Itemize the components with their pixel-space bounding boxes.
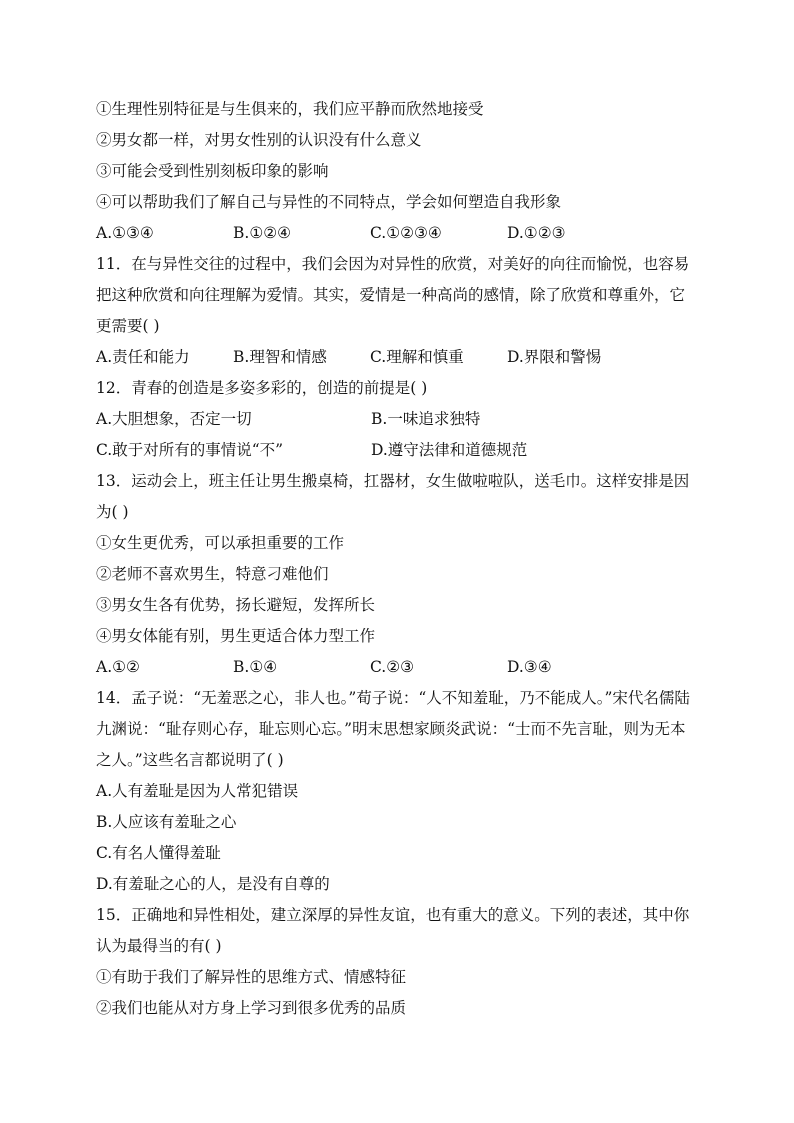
- option-b: B.一味追求独特: [371, 410, 481, 428]
- option-c: C.①②③④: [370, 224, 442, 242]
- q12-options-row-1: [96, 404, 700, 435]
- option-c: C.理解和慎重: [370, 348, 464, 366]
- q14-option-c: C.有名人懂得羞耻: [96, 844, 221, 862]
- option-b: B.①②④: [233, 224, 292, 242]
- q10-options: [96, 218, 700, 249]
- q14-option-b: B.人应该有羞耻之心: [96, 813, 237, 831]
- option-c: C.②③: [370, 658, 415, 676]
- q15-item-2: ②我们也能从对方身上学习到很多优秀的品质: [96, 999, 407, 1017]
- q13-item-2: ②老师不喜欢男生，特意刁难他们: [96, 565, 329, 583]
- statement-1: ①生理性别特征是与生俱来的，我们应平静而欣然地接受: [96, 100, 484, 118]
- q15-item-1: ①有助于我们了解异性的思维方式、情感特征: [96, 968, 407, 986]
- q13-item-1: ①女生更优秀，可以承担重要的工作: [96, 534, 345, 552]
- q11-stem: 11．在与异性交往的过程中，我们会因为对异性的欣赏，对美好的向往而愉悦，也容易把这种欣赏和向往理解为爱情。其实，爱情是一种高尚的感情，除了欣赏和尊重外，它更需要( ): [96, 255, 690, 335]
- option-b: B.理智和情感: [233, 348, 327, 366]
- option-a: A.大胆想象，否定一切: [96, 410, 252, 428]
- q12-options-row-2: [96, 435, 700, 466]
- q13-stem: 13．运动会上，班主任让男生搬桌椅，扛器材，女生做啦啦队，送毛巾。这样安排是因为( ): [96, 472, 690, 521]
- option-a: A.①②: [96, 658, 140, 676]
- q13-options: [96, 652, 700, 683]
- option-d: D.界限和警惕: [507, 348, 602, 366]
- statement-4: ④可以帮助我们了解自己与异性的不同特点，学会如何塑造自我形象: [96, 193, 562, 211]
- statement-3: ③可能会受到性别刻板印象的影响: [96, 162, 329, 180]
- option-d: D.①②③: [507, 224, 566, 242]
- q12-stem: 12．青春的创造是多姿多彩的，创造的前提是( ): [96, 379, 428, 397]
- option-a: A.责任和能力: [96, 348, 190, 366]
- option-c: C.敢于对所有的事情说“不”: [96, 441, 284, 459]
- q15-stem: 15．正确地和异性相处，建立深厚的异性友谊，也有重大的意义。下列的表述，其中你认为最得当的有( ): [96, 906, 690, 955]
- q13-item-4: ④男女体能有别，男生更适合体力型工作: [96, 627, 376, 645]
- statement-2: ②男女都一样，对男女性别的认识没有什么意义: [96, 131, 422, 149]
- q14-stem: 14．孟子说：“无羞恶之心，非人也。”荀子说：“人不知羞耻，乃不能成人。”宋代名儒陆九渊说：“耻存则心存，耻忘则心忘。”明末思想家顾炎武说：“士而不先言耻，则为无本之人。”这些名言都说明了( ): [96, 689, 690, 769]
- option-a: A.①③④: [96, 224, 154, 242]
- option-d: D.③④: [507, 658, 552, 676]
- q13-item-3: ③男女生各有优势，扬长避短，发挥所长: [96, 596, 376, 614]
- document-content: [96, 94, 700, 1024]
- q11-options: [96, 342, 700, 373]
- option-d: D.遵守法律和道德规范: [371, 441, 528, 459]
- q14-option-d: D.有羞耻之心的人，是没有自尊的: [96, 875, 330, 893]
- option-b: B.①④: [233, 658, 278, 676]
- q14-option-a: A.人有羞耻是因为人常犯错误: [96, 782, 299, 800]
